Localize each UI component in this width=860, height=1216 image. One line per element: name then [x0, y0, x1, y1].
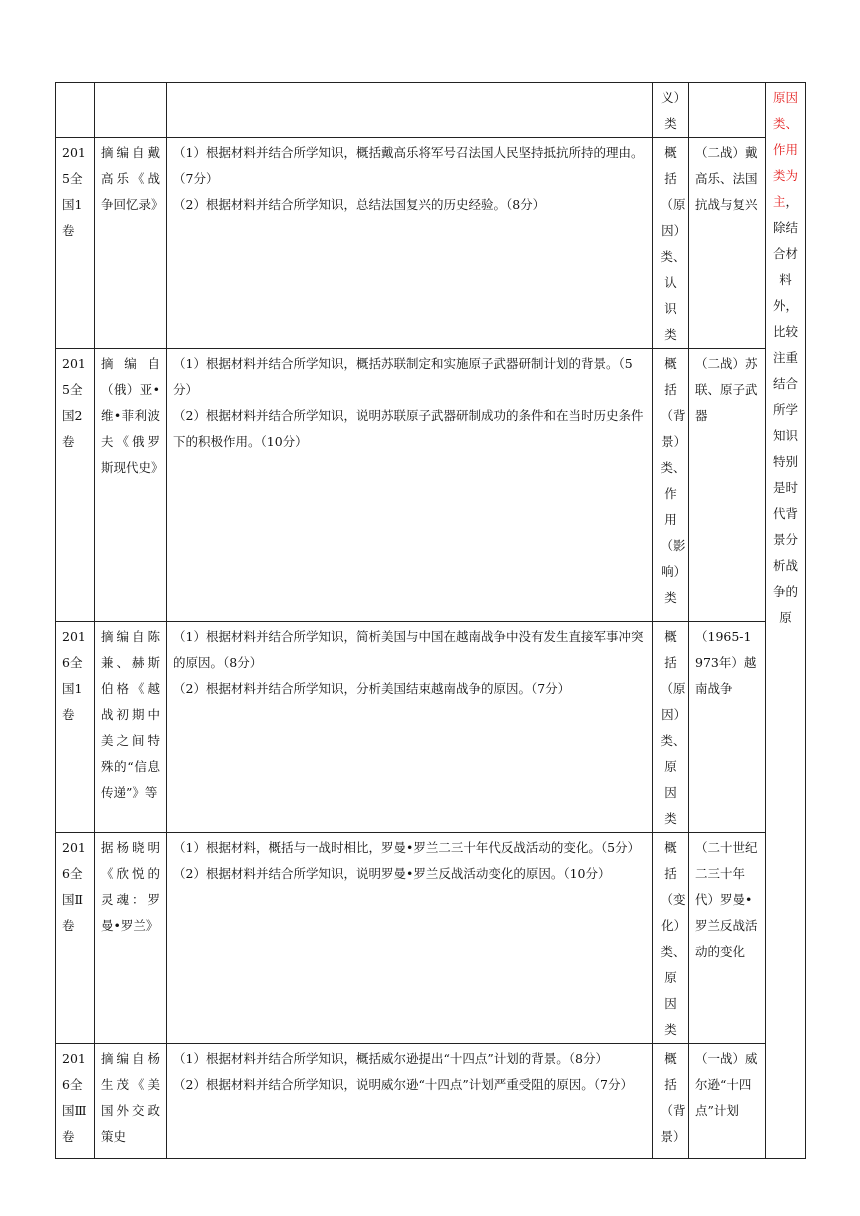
topic-cell: （二十世纪二三十年代）罗曼•罗兰反战活动的变化: [689, 833, 766, 1044]
question-1: （1）根据材料并结合所学知识，简析美国与中国在越南战争中没有发生直接军事冲突的原因。（8分）: [173, 629, 644, 670]
topic-cell: （1965-1973年）越南战争: [689, 622, 766, 833]
question-2: （2）根据材料并结合所学知识，总结法国复兴的历史经验。（8分）: [173, 197, 546, 212]
question-cell: [167, 1044, 653, 1159]
question-type-cell: 概括（背景）类、作用（影响）类: [653, 349, 689, 622]
question-cell: [167, 622, 653, 833]
table-row: [56, 1044, 806, 1159]
summary-highlight: 原因类、作用类为主: [772, 90, 798, 209]
table-row: [56, 83, 806, 138]
topic-cell: [689, 83, 766, 138]
question-type-cell: 概括（原因）类、原因类: [653, 622, 689, 833]
question-1: （1）根据材料并结合所学知识，概括威尔逊提出“十四点”计划的背景。（8分）: [173, 1051, 608, 1066]
exam-cell: 2016全国Ⅲ卷: [56, 1044, 95, 1159]
summary-text: ，除结合材料外，比较注重结合所学知识特别是时代背景分析战争的原: [772, 194, 799, 625]
table-row: [56, 138, 806, 349]
table-row: [56, 833, 806, 1044]
source-cell: 据杨晓明《欣悦的灵魂：罗曼•罗兰》: [95, 833, 167, 1044]
question-1: （1）根据材料，概括与一战时相比，罗曼•罗兰二三十年代反战活动的变化。（5分）: [173, 840, 641, 855]
exam-cell: 2015全国1卷: [56, 138, 95, 349]
question-2: （2）根据材料并结合所学知识，说明苏联原子武器研制成功的条件和在当时历史条件下的积极作用。（10分）: [173, 408, 644, 449]
exam-cell: [56, 83, 95, 138]
question-cell: [167, 833, 653, 1044]
question-cell: [167, 138, 653, 349]
exam-questions-table: [55, 82, 806, 1159]
question-type-cell: 概括（背景）: [653, 1044, 689, 1159]
question-1: （1）根据材料并结合所学知识，概括戴高乐将军号召法国人民坚持抵抗所持的理由。（7分）: [173, 145, 644, 186]
table-row: [56, 622, 806, 833]
question-2: （2）根据材料并结合所学知识，分析美国结束越南战争的原因。（7分）: [173, 681, 571, 696]
topic-cell: （一战）威尔逊“十四点”计划: [689, 1044, 766, 1159]
exam-cell: 2016全国Ⅱ卷: [56, 833, 95, 1044]
source-cell: 摘编自杨生茂《美国外交政策史: [95, 1044, 167, 1159]
source-cell: 摘编自（俄）亚•维•菲利波夫《俄罗斯现代史》: [95, 349, 167, 622]
table-row: [56, 349, 806, 622]
question-type-cell: 义）类: [653, 83, 689, 138]
topic-cell: （二战）戴高乐、法国抗战与复兴: [689, 138, 766, 349]
question-cell: [167, 83, 653, 138]
summary-cell: [766, 83, 806, 1159]
question-type-cell: 概括（变化）类、原因类: [653, 833, 689, 1044]
source-cell: [95, 83, 167, 138]
question-cell: [167, 349, 653, 622]
source-cell: 摘编自陈兼、赫斯伯格《越战初期中美之间特殊的“信息传递”》等: [95, 622, 167, 833]
source-cell: 摘编自戴高乐《战争回忆录》: [95, 138, 167, 349]
exam-cell: 2015全国2卷: [56, 349, 95, 622]
question-type-cell: 概括（原因）类、认识类: [653, 138, 689, 349]
question-1: （1）根据材料并结合所学知识，概括苏联制定和实施原子武器研制计划的背景。（5分）: [173, 356, 633, 397]
topic-cell: （二战）苏联、原子武器: [689, 349, 766, 622]
question-2: （2）根据材料并结合所学知识，说明罗曼•罗兰反战活动变化的原因。（10分）: [173, 866, 611, 881]
exam-cell: 2016全国1卷: [56, 622, 95, 833]
question-2: （2）根据材料并结合所学知识，说明威尔逊“十四点”计划严重受阻的原因。（7分）: [173, 1077, 633, 1092]
